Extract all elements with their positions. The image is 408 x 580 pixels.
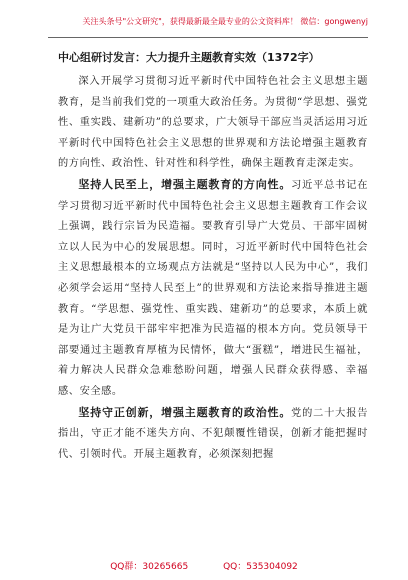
document-body	[58, 50, 368, 558]
footer-contact	[0, 559, 408, 572]
header-note: 关注头条号"公文研究"，获得最新最全最专业的公文资料库！ 微信：gongwenyj	[82, 17, 368, 26]
paragraph-intro	[58, 72, 368, 175]
paragraph-lead: 坚持人民至上，增强主题教育的方向性。	[78, 177, 292, 191]
paragraph-text: 党的二十大报告指出，守正才能不迷失方向、不犯颠覆性错误，创新才能把握时代、引领时代。开展主题教育，必须深刻把握	[58, 407, 368, 460]
header-divider	[48, 37, 368, 38]
paragraph-text: 深入开展学习贯彻习近平新时代中国特色社会主义思想主题教育，是当前我们党的一项重大政治任务。为贯彻“学思想、强党性、重实践、建新功”的总要求，广大领导干部应当灵活运用习近平新时代中国特色社会主义思想的世界观和方法论增强主题教育的方向性、政治性、针对性和科学性，确保主题教育走深走实。	[58, 76, 368, 170]
paragraph-lead: 坚持守正创新，增强主题教育的政治性。	[78, 405, 292, 419]
paragraph-people-first	[58, 175, 368, 403]
paragraph-text: 习近平总书记在学习贯彻习近平新时代中国特色社会主义思想主题教育工作会议上强调，践行宗旨为民造福。要教育引导广大党员、干部牢固树立以人民为中心的发展思想。同时，习近平新时代中国特色社会主义思想最根本的立场观点方法就是“坚持以人民为中心”，我们必须学会运用“坚持人民至上”的世界观和方法论来指导推进主题教育。“学思想、强党性、重实践、建新功”的总要求，本质上就是为让广大党员干部牢牢把准为民造福的根本方向。党员领导干部要通过主题教育厚植为民情怀，做大“蛋糕”，增进民生福祉，着力解决人民群众急难愁盼问题，增强人民群众获得感、幸福感、安全感。	[58, 179, 368, 397]
footer-qq-group: QQ群：30265665	[110, 562, 189, 572]
paragraph-innovation	[58, 403, 368, 466]
footer-qq: QQ：535304092	[223, 562, 298, 572]
document-title: 中心组研讨发言：大力提升主题教育实效（1372字）	[58, 51, 320, 64]
